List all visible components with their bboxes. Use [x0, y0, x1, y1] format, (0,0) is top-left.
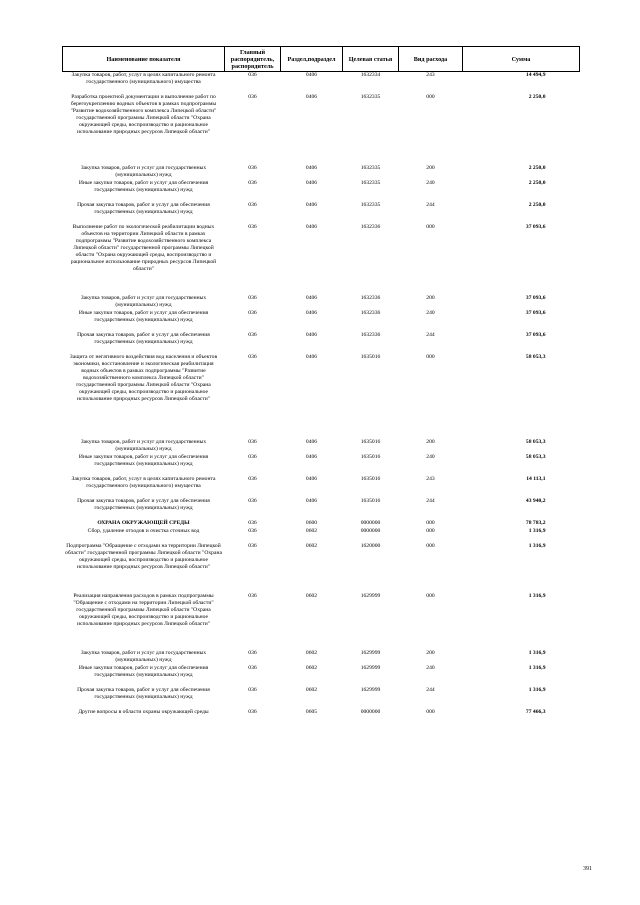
indicator-name-cell: Защита от негативного воздействия вод населения и объектов экономики, восстановление и экологическая реабилитация водных объектов в рамках подпрограммы "Развитие водохозяйственного комплекса Липецкой области" государственной программы Липецкой области "Охрана окружающей среды, воспроизводство и рациональное использование природных ресурсов Липецкой области": [69, 354, 218, 402]
indicator-name-cell: Иные закупки товаров, работ и услуг для обеспечения государственных (муниципальных) нужд: [78, 454, 209, 467]
amount-cell: 58 053,3: [525, 354, 546, 360]
amount-cell: 37 093,6: [525, 310, 546, 316]
amount-cell: 58 053,3: [525, 454, 546, 460]
main-manager-cell: 036: [248, 439, 257, 445]
target-article-cell: 1632336: [360, 224, 381, 230]
amount-cell: 37 093,6: [525, 224, 546, 230]
main-manager-cell: 036: [248, 310, 257, 316]
amount-cell: 2 250,0: [528, 180, 546, 186]
table-row: [63, 165, 580, 180]
header-expense-type: Вид расхода: [399, 47, 463, 72]
table-row: [63, 709, 580, 724]
main-manager-cell: 036: [248, 520, 257, 526]
amount-cell: 14 494,9: [525, 72, 546, 78]
section-cell: 0406: [305, 180, 318, 186]
main-manager-cell: 036: [248, 354, 257, 360]
expense-type-cell: 244: [426, 332, 435, 338]
amount-cell: 1 316,9: [528, 665, 546, 671]
target-article-cell: 1629999: [360, 665, 381, 671]
main-manager-cell: 036: [248, 94, 257, 100]
expense-type-cell: 000: [426, 354, 435, 360]
header-main-manager: Главный распорядитель, распорядитель: [225, 47, 281, 72]
expense-type-cell: 240: [426, 454, 435, 460]
expense-type-cell: 000: [426, 593, 435, 599]
indicator-name-cell: Закупка товаров, работ и услуг для государственных (муниципальных) нужд: [80, 295, 207, 308]
table-row: [63, 332, 580, 354]
table-row: [63, 543, 580, 593]
expense-type-cell: 244: [426, 498, 435, 504]
amount-cell: 1 316,9: [528, 528, 546, 534]
indicator-name-cell: Подпрограмма "Обращение с отходами на территории Липецкой области" государственной программы Липецкой области "Охрана окружающей среды, воспроизводство и рациональное использование природных ресурсов Липецкой области": [65, 543, 222, 570]
table-row: [63, 520, 580, 528]
page-number: 391: [583, 866, 592, 872]
main-manager-cell: 036: [248, 476, 257, 482]
indicator-name-cell: Реализация направления расходов в рамках подпрограммы "Обращение с отходами на территории Липецкой области" государственной программы Липецкой области "Охрана окружающей среды, воспроизводство и рациональное использование природных ресурсов Липецкой области": [73, 593, 214, 627]
indicator-name-cell: Иные закупки товаров, работ и услуг для обеспечения государственных (муниципальных) нужд: [78, 665, 209, 678]
table-row: [63, 498, 580, 520]
target-article-cell: 0000000: [360, 520, 381, 526]
section-cell: 0406: [305, 439, 318, 445]
table-row: [63, 354, 580, 439]
section-cell: 0406: [305, 202, 318, 208]
main-manager-cell: 036: [248, 528, 257, 534]
table-row: [63, 476, 580, 498]
amount-cell: 78 783,2: [525, 520, 546, 526]
section-cell: 0602: [305, 543, 318, 549]
expense-type-cell: 000: [426, 224, 435, 230]
target-article-cell: 0000000: [360, 528, 381, 534]
table-row: [63, 310, 580, 332]
expense-type-cell: 000: [426, 543, 435, 549]
expense-type-cell: 240: [426, 310, 435, 316]
main-manager-cell: 036: [248, 650, 257, 656]
main-manager-cell: 036: [248, 202, 257, 208]
expense-type-cell: 000: [426, 709, 435, 715]
amount-cell: 77 466,3: [525, 709, 546, 715]
section-cell: 0406: [305, 94, 318, 100]
amount-cell: 2 250,0: [528, 202, 546, 208]
table-row: [63, 665, 580, 687]
expense-type-cell: 000: [426, 528, 435, 534]
section-cell: 0602: [305, 593, 318, 599]
indicator-name-cell: Иные закупки товаров, работ и услуг для обеспечения государственных (муниципальных) нужд: [78, 180, 209, 193]
main-manager-cell: 036: [248, 454, 257, 460]
target-article-cell: 1632334: [360, 72, 381, 78]
section-cell: 0600: [305, 520, 318, 526]
section-cell: 0602: [305, 650, 318, 656]
main-manager-cell: 036: [248, 498, 257, 504]
main-manager-cell: 036: [248, 72, 257, 78]
table-row: [63, 94, 580, 165]
section-cell: 0406: [305, 498, 318, 504]
target-article-cell: 1629999: [360, 593, 381, 599]
table-row: [63, 180, 580, 202]
table-row: [63, 687, 580, 709]
table-row: [63, 224, 580, 295]
target-article-cell: 1632335: [360, 165, 381, 171]
expense-type-cell: 240: [426, 665, 435, 671]
expense-type-cell: 243: [426, 72, 435, 78]
indicator-name-cell: Закупка товаров, работ, услуг в целях капитального ремонта государственного (муниципального) имущества: [71, 476, 216, 489]
expense-type-cell: 243: [426, 476, 435, 482]
target-article-cell: 1635016: [360, 498, 381, 504]
amount-cell: 58 053,3: [525, 439, 546, 445]
expense-type-cell: 000: [426, 520, 435, 526]
indicator-name-cell: Закупка товаров, работ и услуг для государственных (муниципальных) нужд: [80, 650, 207, 663]
amount-cell: 1 316,9: [528, 687, 546, 693]
table-row: [63, 528, 580, 543]
header-section: Раздел,подраздел: [281, 47, 343, 72]
expense-type-cell: 244: [426, 202, 435, 208]
indicator-name-cell: ОХРАНА ОКРУЖАЮЩЕЙ СРЕДЫ: [97, 520, 190, 526]
section-cell: 0602: [305, 528, 318, 534]
section-cell: 0406: [305, 72, 318, 78]
expense-type-cell: 200: [426, 165, 435, 171]
section-cell: 0605: [305, 709, 318, 715]
amount-cell: 1 316,9: [528, 650, 546, 656]
target-article-cell: 1635016: [360, 476, 381, 482]
table-row: [63, 593, 580, 650]
target-article-cell: 1632335: [360, 202, 381, 208]
header-indicator-name: Наименование показателя: [63, 47, 225, 72]
target-article-cell: 0000000: [360, 709, 381, 715]
main-manager-cell: 036: [248, 665, 257, 671]
expense-type-cell: 200: [426, 650, 435, 656]
amount-cell: 2 250,0: [528, 94, 546, 100]
amount-cell: 2 250,0: [528, 165, 546, 171]
indicator-name-cell: Прочая закупка товаров, работ и услуг для обеспечения государственных (муниципальных) нужд: [77, 202, 210, 215]
target-article-cell: 1629999: [360, 687, 381, 693]
table-row: [63, 454, 580, 476]
indicator-name-cell: Разработка проектной документации и выполнение работ по берегоукреплению водных объектов в рамках подпрограммы "Развитие водохозяйственного комплекса Липецкой области" государственной программы Липецкой области "Охрана окружающей среды, воспроизводство и рациональное использование природных ресурсов Липецкой области": [70, 94, 217, 135]
target-article-cell: 1632336: [360, 295, 381, 301]
target-article-cell: 1635016: [360, 454, 381, 460]
target-article-cell: 1635016: [360, 439, 381, 445]
section-cell: 0406: [305, 295, 318, 301]
section-cell: 0406: [305, 165, 318, 171]
indicator-name-cell: Закупка товаров, работ и услуг для государственных (муниципальных) нужд: [80, 165, 207, 178]
table-row: [63, 650, 580, 665]
indicator-name-cell: Выполнение работ по экологической реабилитации водных объектов на территории Липецкой области в рамках подпрограммы "Развитие водохозяйственного комплекса Липецкой области" государственной программы Липецкой области "Охрана окружающей среды, воспроизводство и рациональное использование природных ресурсов Липецкой области": [70, 224, 217, 272]
target-article-cell: 1635016: [360, 354, 381, 360]
amount-cell: 14 113,1: [526, 476, 546, 482]
header-target-article: Целевая статья: [343, 47, 399, 72]
table-row: [63, 202, 580, 224]
indicator-name-cell: Иные закупки товаров, работ и услуг для обеспечения государственных (муниципальных) нужд: [78, 310, 209, 323]
section-cell: 0406: [305, 454, 318, 460]
header-amount: Сумма: [463, 47, 580, 72]
main-manager-cell: 036: [248, 180, 257, 186]
target-article-cell: 1629999: [360, 650, 381, 656]
section-cell: 0406: [305, 476, 318, 482]
target-article-cell: 1632335: [360, 180, 381, 186]
table-row: [63, 72, 580, 95]
expense-type-cell: 240: [426, 180, 435, 186]
indicator-name-cell: Прочая закупка товаров, работ и услуг для обеспечения государственных (муниципальных) нужд: [77, 687, 210, 700]
table-row: [63, 439, 580, 454]
main-manager-cell: 036: [248, 224, 257, 230]
table-header: [63, 47, 580, 72]
main-manager-cell: 036: [248, 709, 257, 715]
target-article-cell: 1632336: [360, 310, 381, 316]
table-body: [63, 72, 580, 725]
indicator-name-cell: Закупка товаров, работ и услуг для государственных (муниципальных) нужд: [80, 439, 207, 452]
indicator-name-cell: Прочая закупка товаров, работ и услуг для обеспечения государственных (муниципальных) нужд: [77, 332, 210, 345]
target-article-cell: 1632336: [360, 332, 381, 338]
expense-type-cell: 244: [426, 687, 435, 693]
expense-type-cell: 200: [426, 295, 435, 301]
amount-cell: 43 940,2: [525, 498, 546, 504]
main-manager-cell: 036: [248, 295, 257, 301]
section-cell: 0406: [305, 332, 318, 338]
budget-table: [62, 46, 580, 724]
amount-cell: 1 316,9: [528, 543, 546, 549]
section-cell: 0602: [305, 687, 318, 693]
indicator-name-cell: Другие вопросы в области охраны окружающей среды: [78, 709, 209, 715]
amount-cell: 1 316,9: [528, 593, 546, 599]
expense-type-cell: 000: [426, 94, 435, 100]
table-row: [63, 295, 580, 310]
main-manager-cell: 036: [248, 543, 257, 549]
target-article-cell: 1620000: [360, 543, 381, 549]
indicator-name-cell: Закупка товаров, работ, услуг в целях капитального ремонта государственного (муниципального) имущества: [71, 72, 216, 85]
section-cell: 0406: [305, 310, 318, 316]
amount-cell: 37 093,6: [525, 332, 546, 338]
amount-cell: 37 093,6: [525, 295, 546, 301]
target-article-cell: 1632335: [360, 94, 381, 100]
section-cell: 0406: [305, 224, 318, 230]
indicator-name-cell: Прочая закупка товаров, работ и услуг для обеспечения государственных (муниципальных) нужд: [77, 498, 210, 511]
section-cell: 0406: [305, 354, 318, 360]
main-manager-cell: 036: [248, 687, 257, 693]
section-cell: 0602: [305, 665, 318, 671]
main-manager-cell: 036: [248, 593, 257, 599]
expense-type-cell: 200: [426, 439, 435, 445]
main-manager-cell: 036: [248, 332, 257, 338]
main-manager-cell: 036: [248, 165, 257, 171]
indicator-name-cell: Сбор, удаление отходов и очистка сточных вод: [87, 528, 200, 534]
